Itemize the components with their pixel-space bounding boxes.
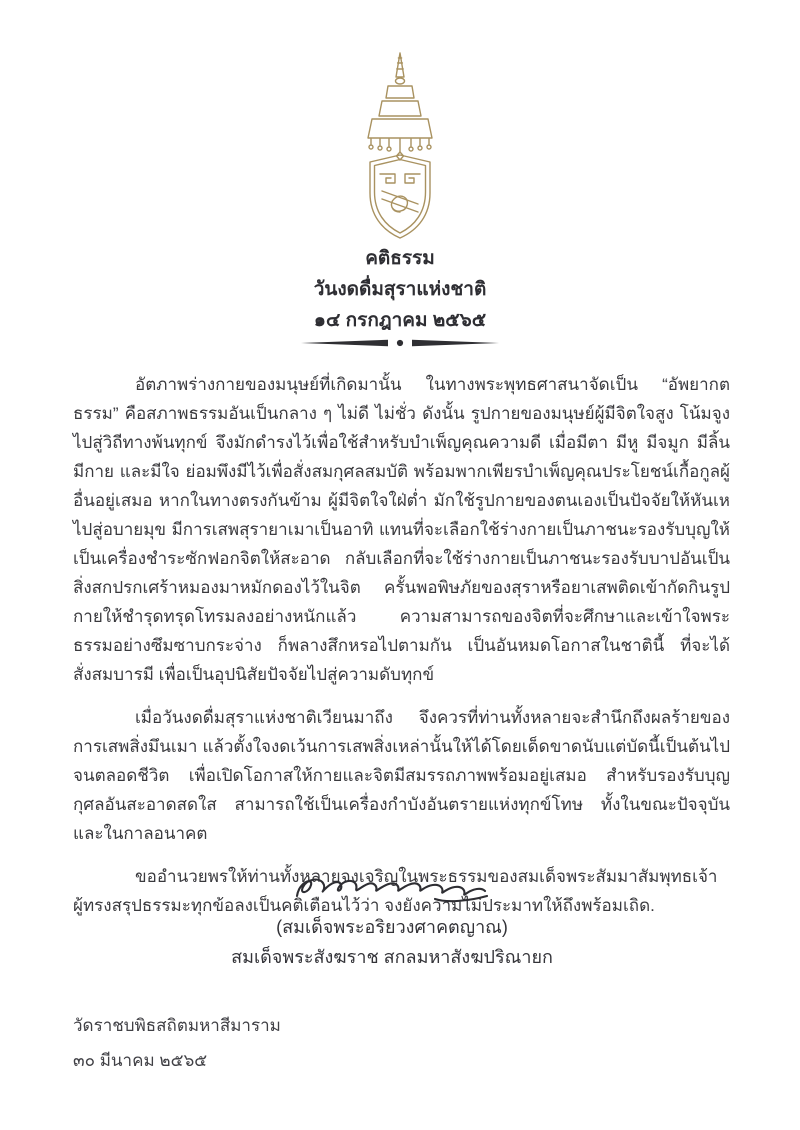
ornamental-divider xyxy=(301,336,499,350)
temple-name: วัดราชบพิธสถิตมหาสีมาราม xyxy=(73,1016,281,1035)
paragraph-3: ขออำนวยพรให้ท่านทั้งหลายจงเจริญในพระธรรมของสมเด็จพระสัมมาสัมพุทธเจ้า ผู้ทรงสรุปธรรมะทุกข้อลงเป็นคติเตือนไว้ว่า จงยังความไม่ประมาทให้ถึงพร้อมเถิด. xyxy=(73,867,718,915)
tapered-rule-icon xyxy=(301,336,499,350)
document-title: คติธรรม xyxy=(365,248,435,269)
signatory-title: สมเด็จพระสังฆราช สกลมหาสังฆปริณายก xyxy=(231,947,553,967)
handwritten-signature-icon xyxy=(287,866,497,910)
signatory-name: (สมเด็จพระอริยวงศาคตญาณ) xyxy=(276,917,508,937)
footer-block xyxy=(73,1016,281,1071)
royal-emblem-icon xyxy=(338,52,462,242)
document-date: ๓๐ มีนาคม ๒๕๖๕ xyxy=(73,1051,208,1070)
signature-block xyxy=(0,866,784,970)
signature-script xyxy=(0,866,784,912)
paragraph-1: อัตภาพร่างกายของมนุษย์ที่เกิดมานั้น ในทางพระพุทธศาสนาจัดเป็น “อัพยากตธรรม” คือสภาพธรรมอันเป็นกลาง ๆ ไม่ดี ไม่ชั่ว ดังนั้น รูปกายของมนุษย์ผู้มีจิตใจสูง โน้มจูงไปสู่วิถีทางพ้นทุกข์ จึงมักดำรงไว้เพื่อใช้สำหรับบำเพ็ญคุณความดี เมื่อมีตา มีหู มีจมูก มีลิ้น มีกาย และมีใจ ย่อมพึงมีไว้เพื่อสั่งสมกุศลสมบัติ พร้อมพากเพียรบำเพ็ญคุณประโยชน์เกื้อกูลผู้อื่นอยู่เสมอ หากในทางตรงกันข้าม ผู้มีจิตใจใฝ่ต่ำ มักใช้รูปกายของตนเองเป็นปัจจัยให้หันเหไปสู่อบายมุข มีการเสพสุรายาเมาเป็นอาทิ แทนที่จะเลือกใช้ร่างกายเป็นภาชนะรองรับบุญให้เป็นเครื่องชำระซักฟอกจิตให้สะอาด กลับเลือกที่จะใช้ร่างกายเป็นภาชนะรองรับบาปอันเป็นสิ่งสกปรกเศร้าหมองมาหมักดองไว้ในจิต ครั้นพอพิษภัยของสุราหรือยาเสพติดเข้ากัดกินรูปกายให้ชำรุดทรุดโทรมลงอย่างหนักแล้ว ความสามารถของจิตที่จะศึกษาและเข้าใจพระธรรมอย่างซึมซาบกระจ่าง ก็พลางสึกหรอไปตามกัน เป็นอันหมดโอกาสในชาตินี้ ที่จะได้สั่งสมบารมี เพื่อเป็นอุปนิสัยปัจจัยไปสู่ความดับทุกข์ xyxy=(73,375,730,684)
title-block xyxy=(0,243,800,336)
document-date-heading: ๑๔ กรกฎาคม ๒๕๖๕ xyxy=(313,310,487,331)
body-text xyxy=(73,370,730,934)
paragraph-2: เมื่อวันงดดื่มสุราแห่งชาติเวียนมาถึง จึงควรที่ท่านทั้งหลายจะสำนึกถึงผลร้ายของการเสพสิ่งมึนเมา แล้วตั้งใจงดเว้นการเสพสิ่งเหล่านั้นให้ได้โดยเด็ดขาดนับแต่บัดนี้เป็นต้นไปจนตลอดชีวิต เพื่อเปิดโอกาสให้กายและจิตมีสมรรถภาพพร้อมอยู่เสมอ สำหรับรองรับบุญกุศลอันสะอาดสดใส สามารถใช้เป็นเครื่องกำบังอันตรายแห่งทุกข์โทษ ทั้งในขณะปัจจุบันและในกาลอนาคต xyxy=(73,708,730,843)
document-subtitle: วันงดดื่มสุราแห่งชาติ xyxy=(313,279,487,300)
royal-emblem xyxy=(338,52,462,242)
